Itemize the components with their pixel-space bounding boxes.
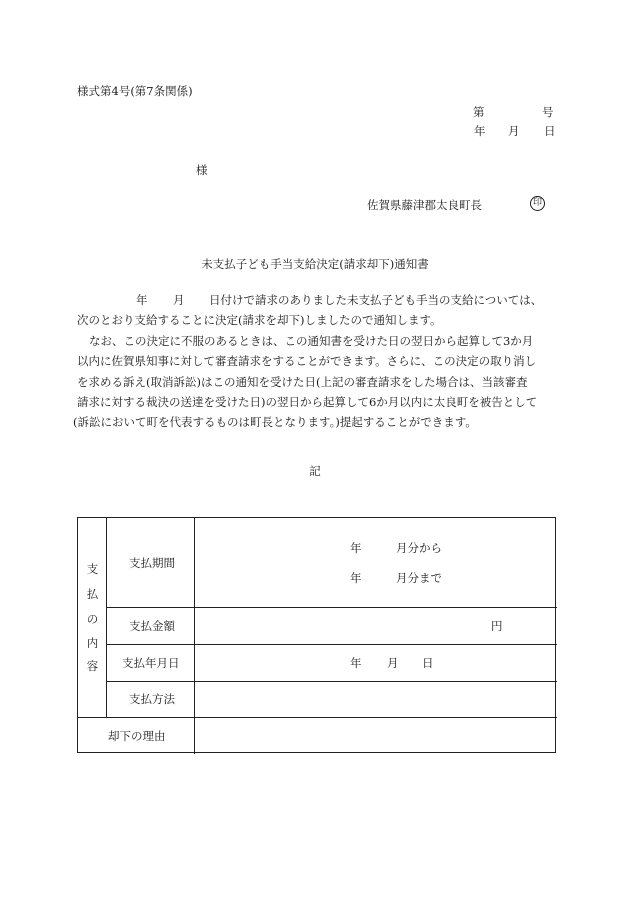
rejection-reason-label: 却下の理由 — [108, 729, 166, 743]
amount-unit: 円 — [491, 619, 503, 633]
body-line-4: 以内に佐賀県知事に対して審査請求をすることができます。さらに、この決定の取り消し — [77, 354, 537, 368]
payment-details-table — [77, 517, 556, 753]
period-from-month: 月分から — [396, 541, 442, 555]
period-from-year: 年 — [350, 541, 362, 555]
payment-date-month: 月 — [387, 656, 399, 670]
group-label-char: の — [86, 612, 99, 626]
body-line-3: なお、この決定に不服のあるときは、この通知書を受けた日の翌日から起算して3か月 — [89, 334, 534, 348]
body-line-5: を求める訴え(取消訴訟)はこの通知を受けた日(上記の審査請求をした場合は、当該審査 — [77, 375, 528, 389]
group-label-char: 容 — [86, 659, 99, 673]
body-line-2: 次のとおり支給することに決定(請求を却下)しましたので通知します。 — [77, 313, 442, 327]
payment-period-label: 支払期間 — [129, 556, 175, 570]
period-to-year: 年 — [350, 571, 362, 585]
issuer-name: 佐賀県藤津郡太良町長 — [367, 198, 482, 212]
payment-date-label: 支払年月日 — [122, 656, 180, 670]
body-line-7: (訴訟において町を代表するものは町長となります。)提起することができます。 — [73, 415, 477, 429]
payment-date-day: 日 — [422, 656, 434, 670]
body-line-1: 日付けで請求のありました未支払子ども手当の支給については、 — [209, 293, 543, 307]
ki-heading: 記 — [309, 464, 321, 478]
document-number-prefix: 第 — [473, 105, 485, 119]
body-line-6: 請求に対する裁決の送達を受けた日)の翌日から起算して6か月以内に太良町を被告として — [77, 395, 538, 409]
group-label-char: 内 — [86, 636, 99, 650]
payment-method-label: 支払方法 — [129, 692, 175, 706]
period-to-month: 月分まで — [396, 571, 442, 585]
document-title: 未支払子ども手当支給決定(請求却下)通知書 — [201, 257, 429, 271]
seal-icon: 印 — [530, 196, 545, 211]
group-label-char: 支 — [86, 562, 99, 576]
group-label-char: 払 — [86, 587, 99, 601]
addressee-honorific: 様 — [196, 163, 208, 177]
form-number-label: 様式第4号(第7条関係) — [77, 84, 193, 98]
body-request-year: 年 — [136, 293, 148, 307]
table-divider — [194, 518, 195, 754]
payment-contents-group-label — [78, 518, 107, 718]
table-divider — [106, 607, 557, 608]
issue-date-day: 日 — [544, 124, 556, 138]
body-request-month: 月 — [173, 293, 185, 307]
payment-amount-label: 支払金額 — [129, 619, 175, 633]
table-divider — [106, 681, 557, 682]
payment-date-year: 年 — [350, 656, 362, 670]
document-number-suffix: 号 — [542, 105, 554, 119]
table-divider — [106, 644, 557, 645]
table-divider — [78, 717, 557, 718]
issue-date-year: 年 — [474, 124, 486, 138]
issue-date-month: 月 — [508, 124, 520, 138]
